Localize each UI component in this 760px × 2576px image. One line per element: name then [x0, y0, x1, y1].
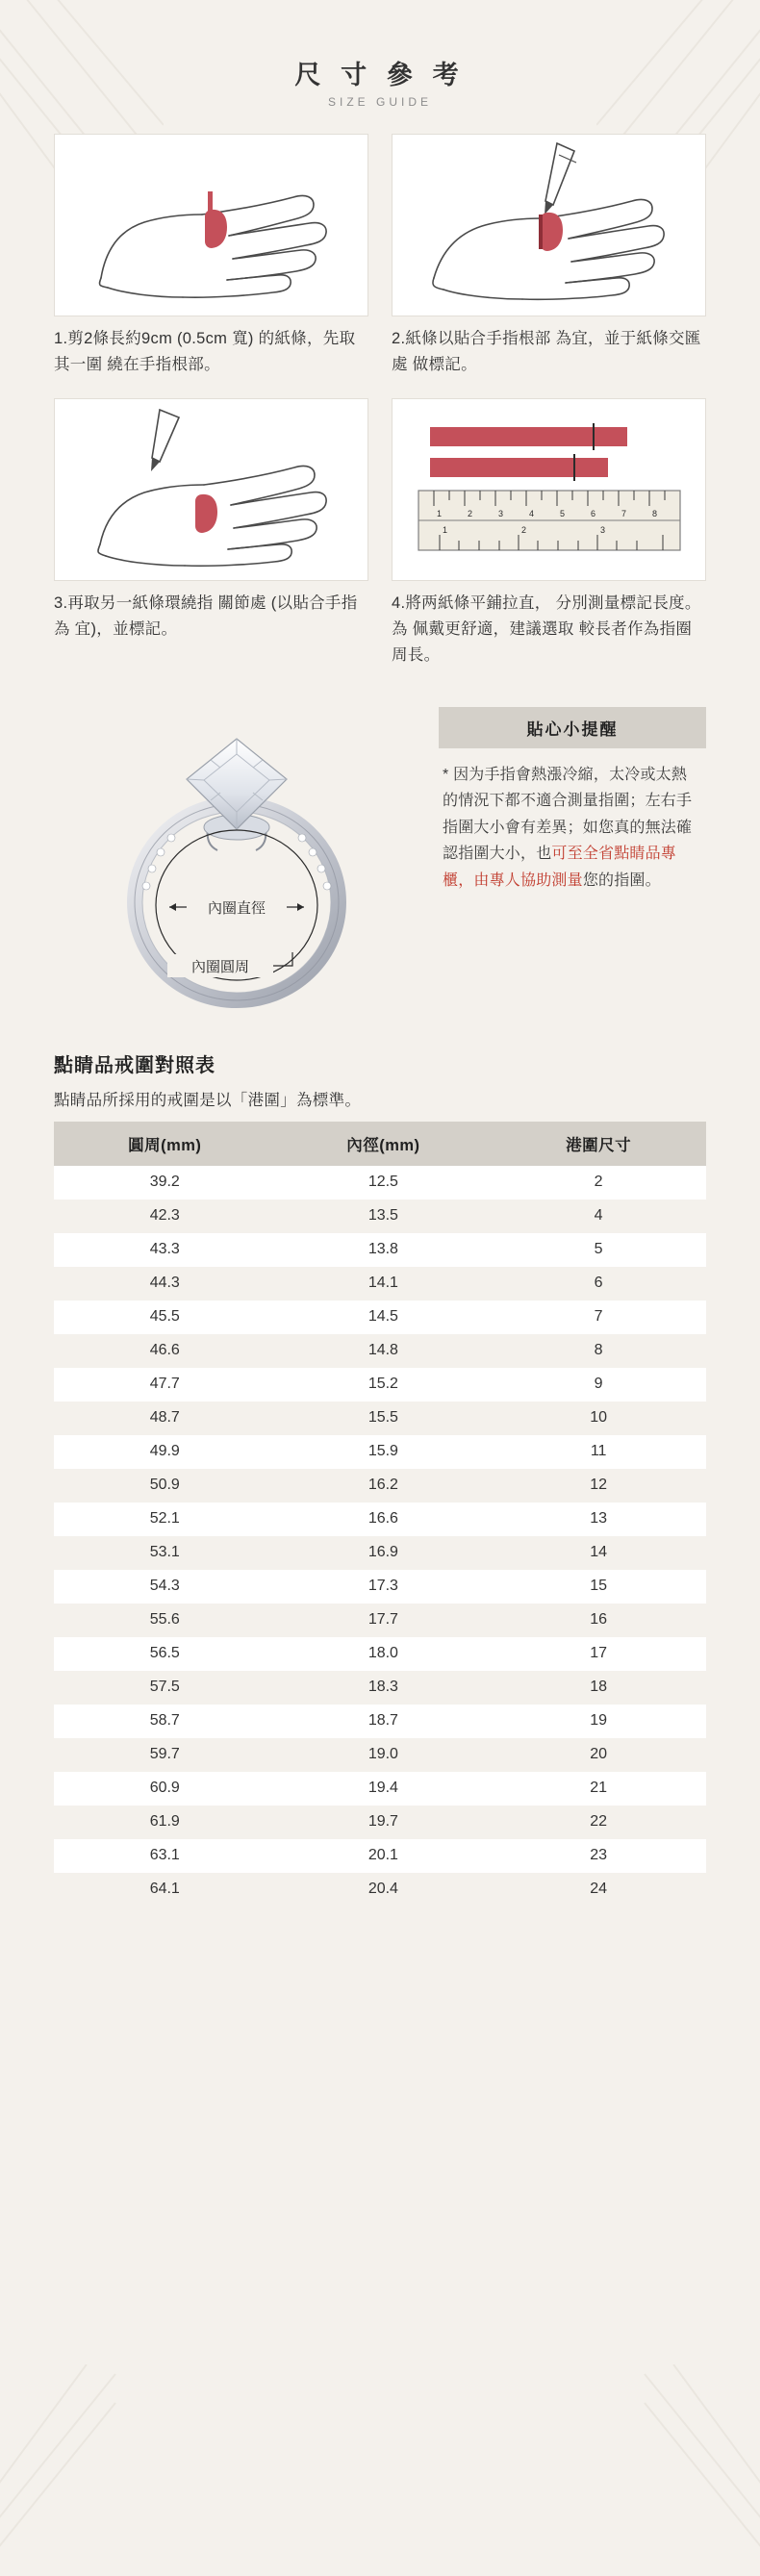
table-row [54, 1637, 706, 1671]
cell-circumference: 53.1 [149, 1544, 180, 1561]
decorative-streak-bottom-left [0, 2364, 164, 2576]
svg-text:3: 3 [599, 525, 605, 536]
cell-hk-size: 12 [590, 1477, 608, 1494]
cell-hk-size: 20 [590, 1746, 608, 1763]
table-row [54, 1368, 706, 1402]
cell-hk-size: 19 [590, 1712, 608, 1730]
cell-diameter: 19.0 [367, 1746, 398, 1763]
cell-diameter: 13.5 [367, 1207, 398, 1225]
column-header-circumference: 圓周(mm) [54, 1122, 276, 1166]
cell-diameter: 12.5 [367, 1174, 398, 1191]
table-header-row [54, 1122, 706, 1166]
step-3-caption: 3.再取另一紙條環繞指 關節處 (以貼合手指為 宜)，並標記。 [54, 594, 358, 639]
cell-hk-size: 9 [594, 1376, 603, 1393]
cell-circumference: 60.9 [149, 1780, 180, 1797]
cell-hk-size: 5 [594, 1241, 603, 1258]
cell-circumference: 55.6 [149, 1611, 180, 1629]
cell-diameter: 18.7 [367, 1712, 398, 1730]
cell-circumference: 43.3 [149, 1241, 180, 1258]
svg-text:6: 6 [590, 509, 595, 519]
cell-hk-size: 4 [594, 1207, 603, 1225]
ring-diagram [54, 695, 419, 1032]
table-row [54, 1738, 706, 1772]
tip-card [439, 707, 706, 895]
cell-diameter: 19.7 [367, 1813, 398, 1831]
cell-hk-size: 14 [590, 1544, 608, 1561]
table-row [54, 1536, 706, 1570]
cell-hk-size: 16 [590, 1611, 608, 1629]
table-row [54, 1503, 706, 1536]
cell-hk-size: 23 [590, 1847, 608, 1864]
cell-circumference: 44.3 [149, 1275, 180, 1292]
table-title: 點睛品戒圍對照表 [54, 1054, 215, 1076]
cell-circumference: 47.7 [149, 1376, 180, 1393]
cell-diameter: 15.9 [367, 1443, 398, 1460]
cell-diameter: 15.2 [367, 1376, 398, 1393]
step-1-image [54, 134, 368, 316]
svg-text:1: 1 [442, 525, 447, 536]
cell-diameter: 16.2 [367, 1477, 398, 1494]
table-row [54, 1435, 706, 1469]
svg-text:8: 8 [651, 509, 657, 519]
cell-circumference: 39.2 [149, 1174, 180, 1191]
cell-hk-size: 17 [590, 1645, 608, 1662]
hand-marking-pen-icon [405, 134, 694, 316]
table-row [54, 1166, 706, 1200]
table-subtitle: 點睛品所採用的戒圍是以「港圍」為標準。 [54, 1091, 362, 1109]
hand-knuckle-measure-icon [67, 398, 356, 581]
table-row [54, 1233, 706, 1267]
column-header-diameter: 內徑(mm) [276, 1122, 492, 1166]
table-row [54, 1570, 706, 1604]
cell-diameter: 14.8 [367, 1342, 398, 1359]
cell-diameter: 15.5 [367, 1409, 398, 1427]
step-2-image [392, 134, 706, 316]
hand-with-paper-strip-icon [67, 134, 356, 316]
table-head [54, 1122, 706, 1166]
cell-hk-size: 18 [590, 1679, 608, 1696]
cell-circumference: 56.5 [149, 1645, 180, 1662]
cell-hk-size: 10 [590, 1409, 608, 1427]
cell-circumference: 64.1 [149, 1881, 180, 1898]
cell-circumference: 54.3 [149, 1578, 180, 1595]
cell-circumference: 58.7 [149, 1712, 180, 1730]
cell-hk-size: 13 [590, 1510, 608, 1528]
tip-text-part-1: * 因为手指會熱漲冷縮，太冷或太熱的情況下都不適合測量指圍；左右手指圍大小會有差異；如您真的無法確認指圍大小，也 [443, 766, 693, 863]
cell-circumference: 48.7 [149, 1409, 180, 1427]
table-row [54, 1604, 706, 1637]
cell-diameter: 20.4 [367, 1881, 398, 1898]
cell-diameter: 18.0 [367, 1645, 398, 1662]
step-4-caption: 4.將两紙條平鋪拉直， 分別測量標記長度。為 佩戴更舒適，建議選取 較長者作為指圈周長。 [392, 594, 701, 664]
cell-hk-size: 7 [594, 1308, 603, 1326]
cell-diameter: 19.4 [367, 1780, 398, 1797]
cell-circumference: 49.9 [149, 1443, 180, 1460]
table-row [54, 1334, 706, 1368]
table-row [54, 1200, 706, 1233]
cell-hk-size: 24 [590, 1881, 608, 1898]
cell-circumference: 42.3 [149, 1207, 180, 1225]
step-4 [392, 398, 706, 668]
cell-diameter: 17.7 [367, 1611, 398, 1629]
svg-text:2: 2 [520, 525, 526, 536]
ring-and-tip-section [54, 695, 706, 1032]
cell-circumference: 61.9 [149, 1813, 180, 1831]
tip-body [439, 748, 706, 895]
step-3-image [54, 398, 368, 581]
cell-circumference: 57.5 [149, 1679, 180, 1696]
steps-grid [54, 134, 706, 669]
table-row [54, 1469, 706, 1503]
tip-text-highlight: 可至全省點睛品專櫃，由專人協助測量 [443, 846, 677, 889]
cell-diameter: 14.1 [367, 1275, 398, 1292]
cell-hk-size: 11 [590, 1443, 607, 1460]
ring-inner-diameter-label: 內圈直徑 [207, 899, 266, 917]
page-title: 尺 寸 參 考 [294, 61, 466, 89]
page-subtitle: SIZE GUIDE [327, 95, 432, 109]
svg-text:4: 4 [528, 509, 534, 519]
svg-text:5: 5 [559, 509, 565, 519]
ring-inner-circumference-label: 內圈圓周 [190, 958, 250, 975]
cell-diameter: 13.8 [367, 1241, 398, 1258]
cell-hk-size: 21 [590, 1780, 608, 1797]
cell-circumference: 46.6 [149, 1342, 180, 1359]
cell-diameter: 18.3 [367, 1679, 398, 1696]
cell-diameter: 16.9 [367, 1544, 398, 1561]
cell-diameter: 20.1 [367, 1847, 398, 1864]
table-row [54, 1301, 706, 1334]
step-4-image [392, 398, 706, 581]
table-row [54, 1873, 706, 1907]
svg-text:3: 3 [497, 509, 503, 519]
table-row [54, 1267, 706, 1301]
tip-heading: 貼心小提醒 [439, 707, 706, 748]
step-2-caption: 2.紙條以貼合手指根部 為宜，並于紙條交匯處 做標記。 [392, 330, 701, 373]
table-row [54, 1705, 706, 1738]
cell-circumference: 52.1 [149, 1510, 180, 1528]
cell-hk-size: 22 [590, 1813, 608, 1831]
cell-hk-size: 2 [594, 1174, 603, 1191]
diamond-ring-diagram-icon [63, 700, 410, 1027]
cell-circumference: 63.1 [149, 1847, 180, 1864]
tip-text-part-2: 您的指圍。 [582, 871, 661, 889]
cell-hk-size: 8 [594, 1342, 603, 1359]
table-row [54, 1839, 706, 1873]
step-1-caption: 1.剪2條長約9cm (0.5cm 寬) 的紙條，先取其一圍 繞在手指根部。 [54, 330, 356, 373]
svg-text:1: 1 [436, 509, 442, 519]
cell-hk-size: 15 [590, 1578, 608, 1595]
page-title-block [54, 0, 706, 109]
table-body [54, 1166, 706, 1907]
table-row [54, 1402, 706, 1435]
cell-diameter: 16.6 [367, 1510, 398, 1528]
table-row [54, 1671, 706, 1705]
ruler-strips-icon [405, 398, 694, 581]
cell-diameter: 17.3 [367, 1578, 398, 1595]
cell-circumference: 45.5 [149, 1308, 180, 1326]
step-2 [392, 134, 706, 377]
cell-circumference: 59.7 [149, 1746, 180, 1763]
cell-diameter: 14.5 [367, 1308, 398, 1326]
column-header-hk-size: 港圍尺寸 [491, 1122, 706, 1166]
cell-hk-size: 6 [594, 1275, 603, 1292]
decorative-streak-bottom-right [596, 2364, 760, 2576]
svg-text:2: 2 [467, 509, 472, 519]
ring-size-table [54, 1122, 706, 1907]
step-3 [54, 398, 368, 668]
table-row [54, 1806, 706, 1839]
step-1 [54, 134, 368, 377]
svg-text:7: 7 [621, 509, 626, 519]
table-row [54, 1772, 706, 1806]
cell-circumference: 50.9 [149, 1477, 180, 1494]
